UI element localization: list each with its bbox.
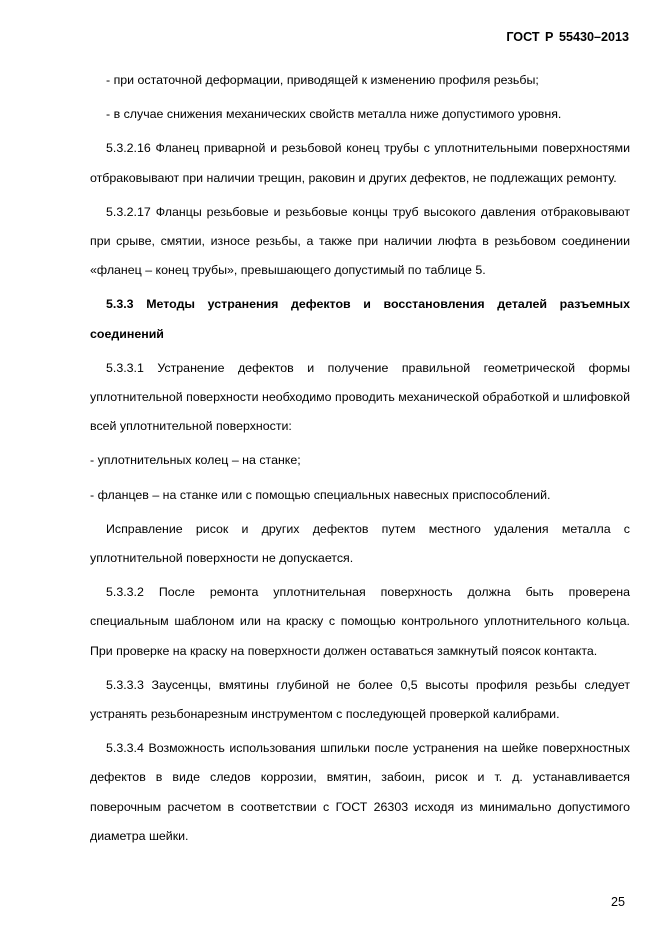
paragraph-correction: Исправление рисок и других дефектов путем местного удаления металла с уплотнительной поверхности не допускается. bbox=[90, 521, 630, 566]
list-item-rings: - уплотнительных колец – на станке; bbox=[90, 453, 301, 468]
list-item-deformation: - при остаточной деформации, приводящей к изменению профиля резьбы; bbox=[106, 73, 539, 87]
page-header: ГОСТ Р 55430–2013 bbox=[506, 30, 629, 44]
paragraph-5-3-3-1: 5.3.3.1 Устранение дефектов и получение правильной геометрической формы уплотнительной поверхности необходимо проводить механической обработкой и шлифовкой всей уплотнительной поверхности: bbox=[90, 360, 630, 434]
list-item-flanges: - фланцев – на станке или с помощью специальных навесных приспособлений. bbox=[90, 487, 551, 502]
paragraph-5-3-3-3: 5.3.3.3 Заусенцы, вмятины глубиной не более 0,5 высоты профиля резьбы следует устранять резьбонарезным инструментом с последующей проверкой калибрами. bbox=[90, 677, 630, 722]
paragraph-5-3-3-4: 5.3.3.4 Возможность использования шпильки после устранения на шейке поверхностных дефектов в виде следов коррозии, вмятин, забоин, рисок и т. д. устанавливается поверочным расчетом в соответствии с ГОСТ 26303 исходя из минимально допустимого диаметра шейки. bbox=[90, 741, 630, 843]
page-number: 25 bbox=[610, 895, 625, 909]
list-item-mechanical-properties: - в случае снижения механических свойств металла ниже допустимого уровня. bbox=[106, 107, 562, 122]
paragraph-5-3-2-17: 5.3.2.17 Фланцы резьбовые и резьбовые концы труб высокого давления отбраковывают при срыве, смятии, износе резьбы, а также при наличии люфта в резьбовом соединении «фланец – конец трубы», превышающего допустимый по таблице 5. bbox=[90, 204, 630, 278]
section-heading-5-3-3: 5.3.3 Методы устранения дефектов и восстановления деталей разъемных соединений bbox=[90, 297, 630, 341]
paragraph-5-3-3-2: 5.3.3.2 После ремонта уплотнительная поверхность должна быть проверена специальным шаблоном или на краску с помощью контрольного уплотнительного кольца. При проверке на краску на поверхности должен оставаться замкнутый поясок контакта. bbox=[90, 585, 630, 658]
paragraph-5-3-2-16: 5.3.2.16 Фланец приварной и резьбовой конец трубы с уплотнительными поверхностями отбраковывают при наличии трещин, раковин и других дефектов, не подлежащих ремонту. bbox=[90, 141, 630, 185]
document-body bbox=[90, 66, 630, 851]
